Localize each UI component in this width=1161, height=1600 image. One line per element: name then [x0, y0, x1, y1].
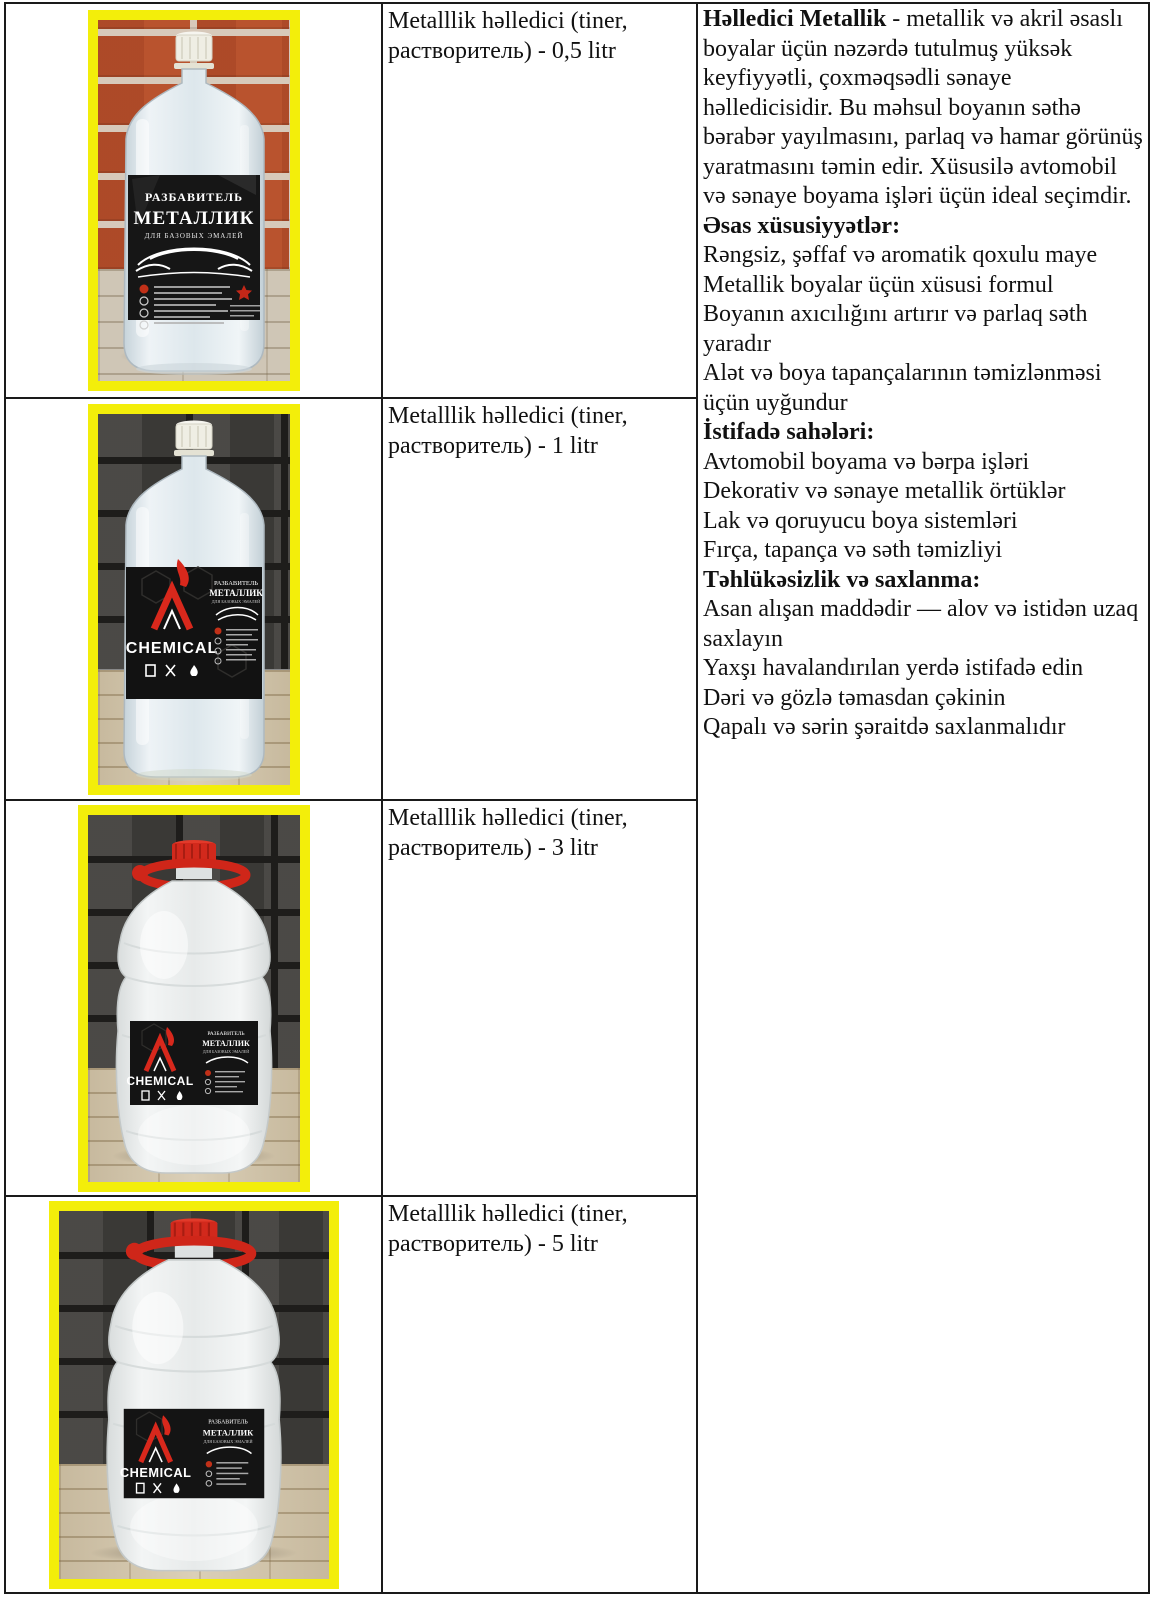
- feature-item: Rəngsiz, şəffaf və aromatik qoxulu maye: [703, 242, 1098, 268]
- safety-item: Dəri və gözlə təmasdan çəkinin: [703, 684, 1006, 711]
- label-metallik-text: МЕТАЛЛИК: [201, 1038, 250, 1048]
- table-cell-title-1: [383, 399, 696, 799]
- bottle-1l-illustration: [98, 417, 290, 783]
- label-metallik-text: МЕТАЛЛИК: [208, 587, 263, 598]
- label-razbavitel-text: РАЗБАВИТЕЛЬ: [144, 190, 243, 204]
- description-intro-bold: Həlledici Metallik: [703, 6, 887, 32]
- safety-item: Asan alışan maddədir — alov və istidən uzaq saxlayın: [703, 596, 1139, 652]
- bottle-label-razbavitel: [128, 175, 260, 329]
- product-table: [4, 2, 1150, 1594]
- product-title: Metalllik həlledici (tiner, растворитель) - 0,5 litr: [388, 8, 628, 64]
- table-cell-title-2: [383, 801, 696, 1195]
- table-cell-photo-1: [6, 399, 381, 799]
- label-brand-text: CHEMICAL: [119, 1464, 192, 1480]
- usage-item: Fırça, tapança və səth təmizliyi: [703, 537, 1003, 563]
- product-photo-5l: [49, 1201, 339, 1589]
- feature-item: Metallik boyalar üçün xüsusi formul: [703, 271, 1054, 298]
- table-cell-photo-2: [6, 801, 381, 1195]
- usage-item: Lak və qoruyucu boya sistemləri: [703, 507, 1018, 534]
- usage-heading: İstifadə sahələri:: [703, 419, 875, 445]
- product-title: Metalllik həlledici (tiner, растворитель) - 3 litr: [388, 805, 628, 861]
- label-brand-text: CHEMICAL: [125, 639, 218, 657]
- product-photo-3l: [78, 805, 310, 1192]
- jug-3l-illustration: [88, 835, 300, 1180]
- label-dlya-text: ДЛЯ БАЗОВЫХ ЭМАЛЕЙ: [203, 1438, 253, 1444]
- label-metallik-text: МЕТАЛЛИК: [202, 1426, 253, 1437]
- description-intro: [703, 5, 1143, 212]
- product-photo-0-5l: [88, 10, 300, 391]
- table-cell-photo-0: [6, 4, 381, 397]
- table-cell-title-3: [383, 1197, 696, 1592]
- feature-item: Boyanın axıcılığını artırır və parlaq səth yaradır: [703, 301, 1088, 357]
- label-razbavitel-text: РАЗБАВИТЕЛЬ: [207, 1419, 248, 1426]
- label-dlya-text: ДЛЯ БАЗОВЫХ ЭМАЛЕЙ: [211, 598, 260, 604]
- safety-item: Qapalı və sərin şəraitdə saxlanmalıdır: [703, 714, 1066, 740]
- product-title: Metalllik həlledici (tiner, растворитель) - 5 litr: [388, 1201, 628, 1257]
- jug-5l-illustration: [81, 1213, 307, 1577]
- usage-item: Dekorativ və sənaye metallik örtüklər: [703, 478, 1066, 504]
- feature-item: Alət və boya tapançalarının təmizlənməsi üçün uyğundur: [703, 360, 1102, 416]
- description-intro-rest: - metallik və akril əsaslı boyalar üçün nəzərdə tutulmuş yüksək keyfiyyətli, çoxməqsədli sənaye həlledicisidir. Bu məhsul boyanın səthə bərabər yayılmasını, parlaq və hamar görünüş yaratmasını təmin edir. Xüsusilə avtomobil və sənaye boyama işləri üçün ideal seçimdir.: [703, 6, 1143, 209]
- label-dlya-text: ДЛЯ БАЗОВЫХ ЭМАЛЕЙ: [144, 232, 243, 240]
- product-photo-1l: [88, 404, 300, 795]
- label-metallik-text: МЕТАЛЛИК: [133, 208, 254, 229]
- bottle-label-chemical: [126, 1021, 258, 1105]
- table-cell-description: [698, 4, 1148, 1592]
- usage-item: Avtomobil boyama və bərpa işləri: [703, 448, 1030, 475]
- features-heading: Əsas xüsusiyyətlər:: [703, 212, 901, 239]
- safety-item: Yaxşı havalandırılan yerdə istifadə edin: [703, 655, 1084, 681]
- label-brand-text: CHEMICAL: [125, 1073, 194, 1088]
- label-dlya-text: ДЛЯ БАЗОВЫХ ЭМАЛЕЙ: [202, 1048, 249, 1054]
- label-razbavitel-text: РАЗБАВИТЕЛЬ: [213, 579, 258, 587]
- label-razbavitel-text: РАЗБАВИТЕЛЬ: [206, 1030, 245, 1037]
- product-title: Metalllik həlledici (tiner, растворитель) - 1 litr: [388, 403, 628, 459]
- bottle-label-chemical: [125, 559, 262, 699]
- table-cell-photo-3: [6, 1197, 381, 1592]
- table-cell-title-0: [383, 4, 696, 397]
- bottle-0-5l-illustration: [98, 27, 290, 379]
- bottle-label-chemical: [119, 1408, 263, 1497]
- safety-heading: Təhlükəsizlik və saxlanma:: [703, 566, 981, 593]
